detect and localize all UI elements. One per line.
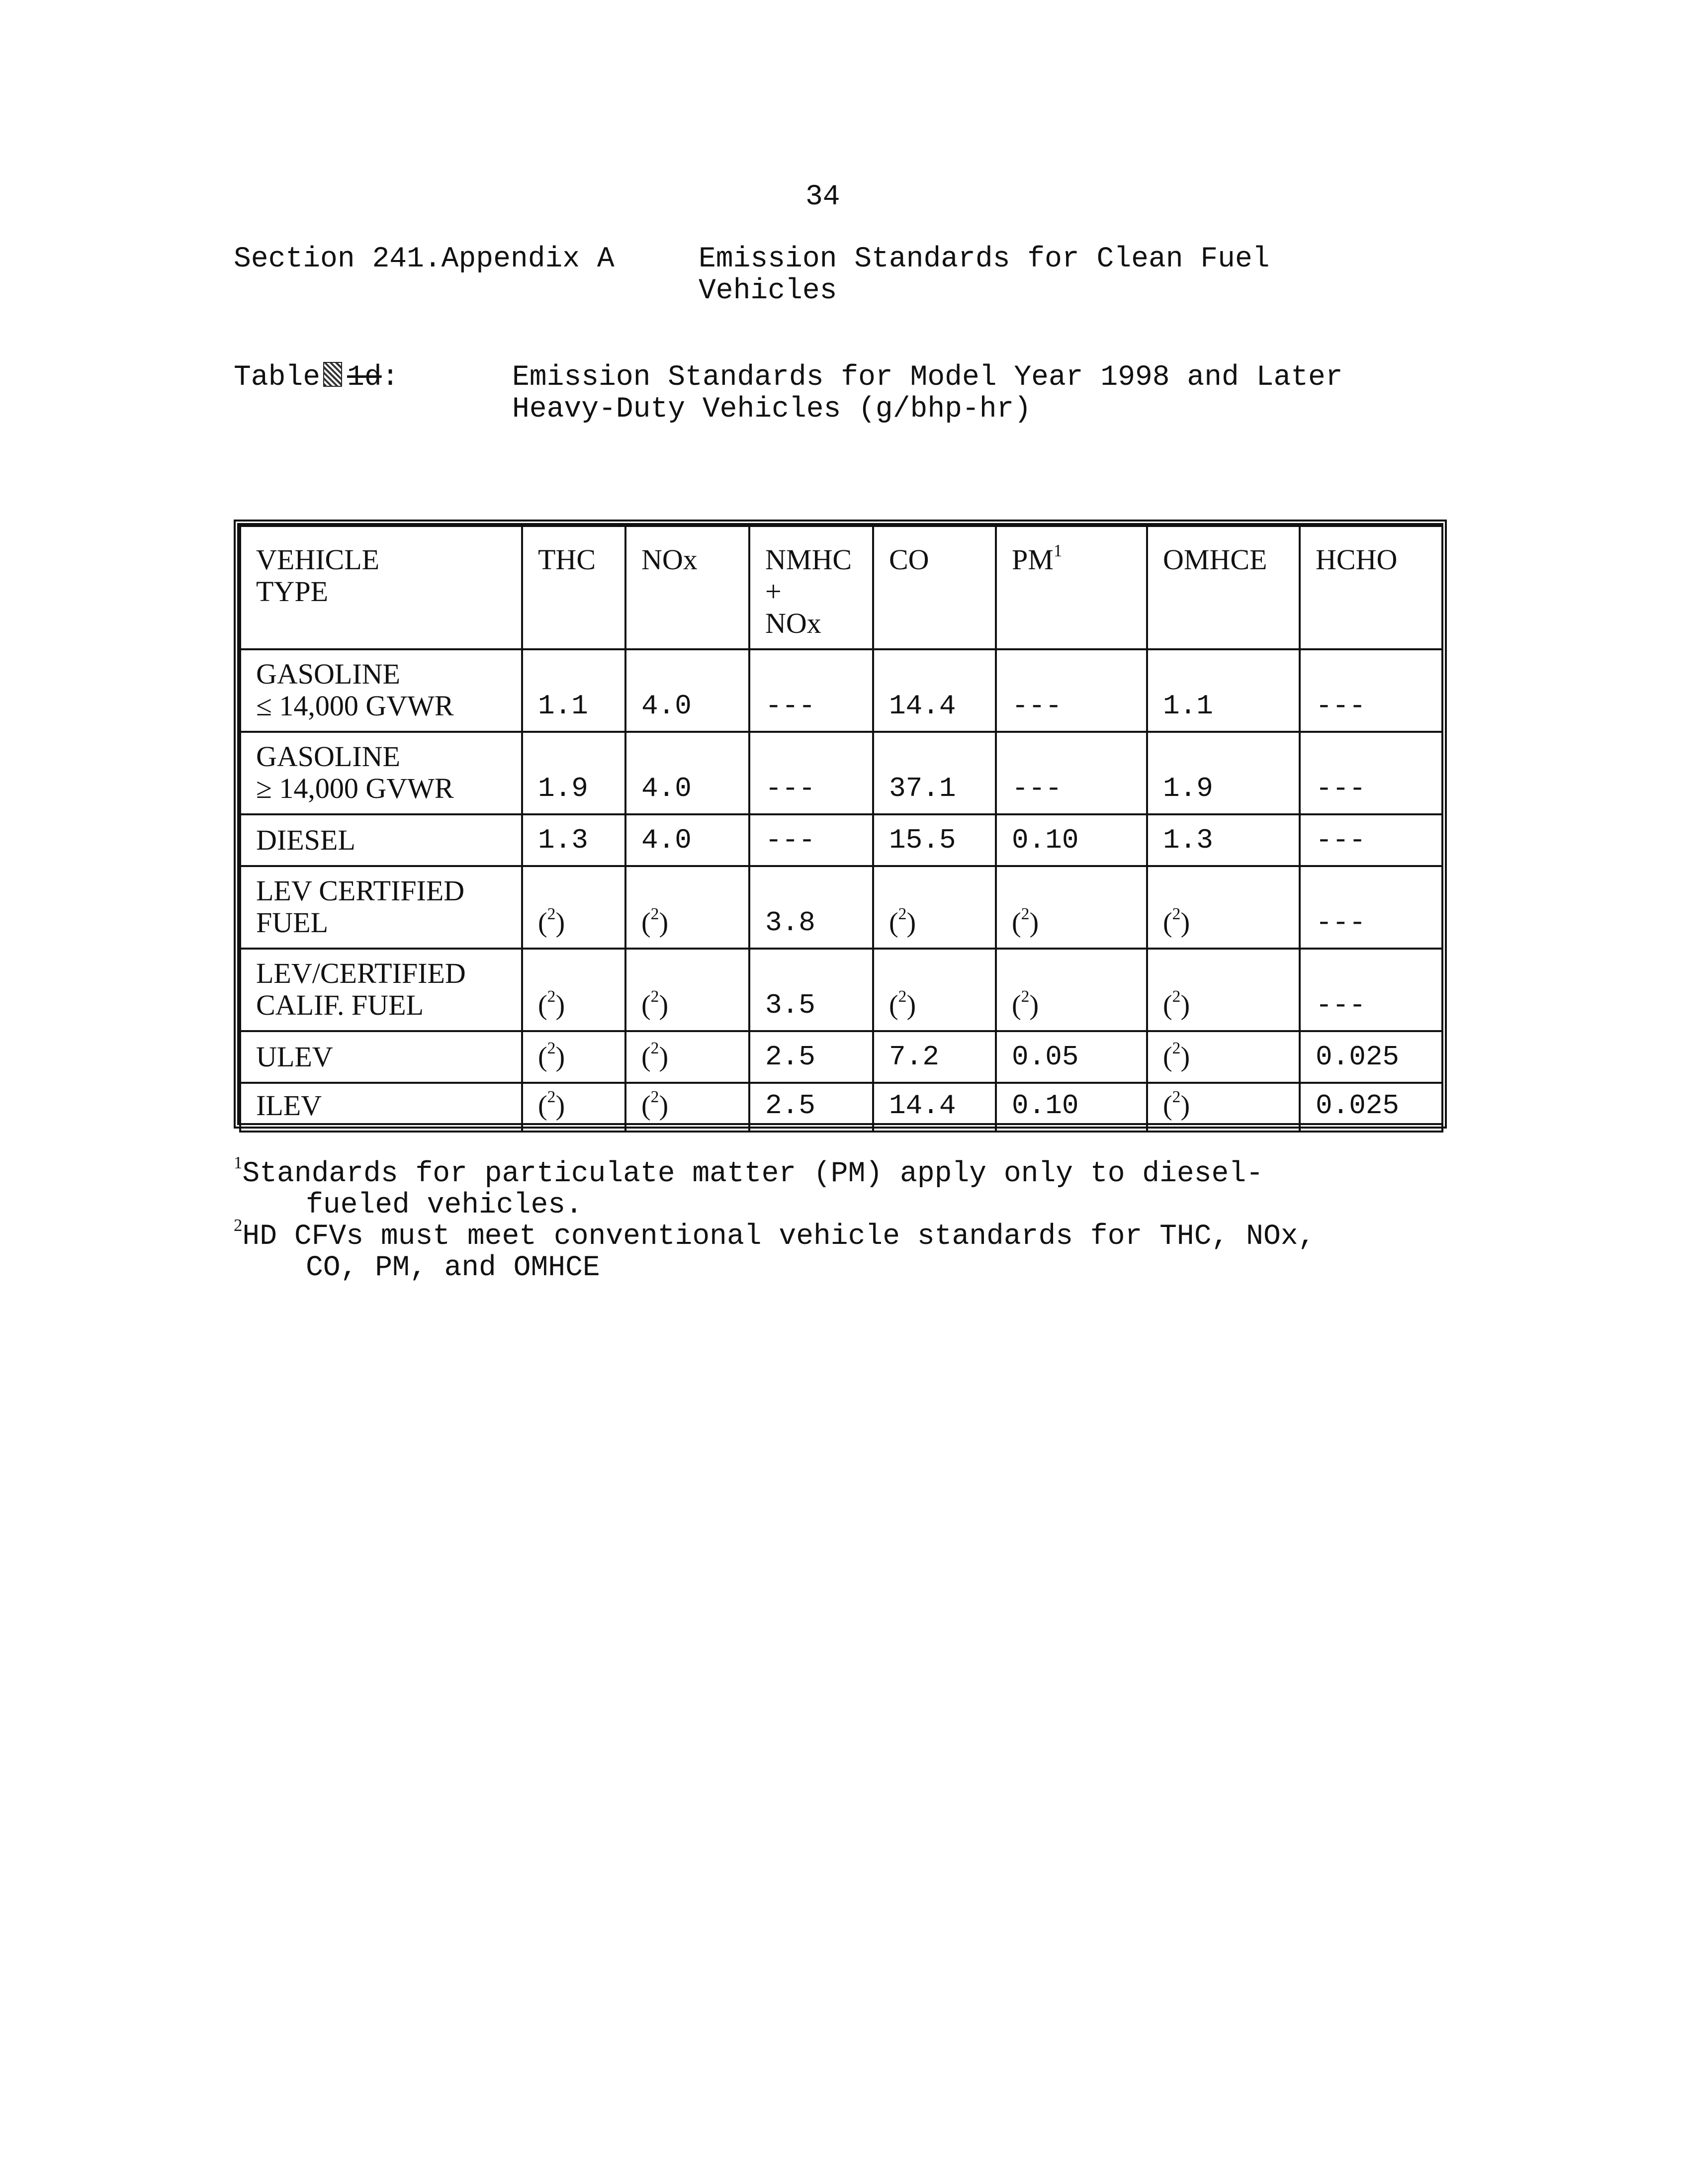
note-ref-close: ) (1180, 1042, 1190, 1072)
thc-cell (522, 1031, 625, 1083)
thc-cell: 1.1 (522, 649, 625, 732)
note-ref-number: 2 (547, 1039, 556, 1057)
hcho-cell: --- (1300, 949, 1442, 1031)
omhce-cell (1147, 949, 1300, 1031)
note-ref-close: ) (906, 907, 916, 938)
footnote-1-line-1: Standards for particulate matter (PM) apply only to diesel- (242, 1158, 1263, 1190)
footnote-2-line-2: CO, PM, and OMHCE (306, 1252, 600, 1284)
pm-cell: --- (996, 649, 1147, 732)
note-ref-open: ( (1163, 907, 1172, 938)
table-title-line-2: Heavy-Duty Vehicles (g/bhp-hr) (512, 393, 1032, 426)
nox-cell: 4.0 (625, 814, 749, 866)
note-ref-open: ( (1163, 1042, 1172, 1072)
note-ref-close: ) (555, 990, 565, 1021)
pm-cell: 0.10 (996, 1083, 1147, 1132)
emission-table-grid (239, 525, 1443, 1133)
section-title (699, 244, 1270, 307)
note-ref-close: ) (659, 1042, 669, 1072)
nox-cell (625, 1083, 749, 1132)
redline-mark-icon (323, 362, 342, 387)
table-label-colon: : (381, 361, 399, 394)
table-row (240, 649, 1442, 732)
nmhc-nox-cell: 2.5 (749, 1031, 873, 1083)
section-title-line-1: Emission Standards for Clean Fuel (699, 243, 1270, 275)
table-label (234, 362, 399, 394)
note-ref-number: 2 (1021, 987, 1030, 1006)
nmhc-nox-cell: --- (749, 814, 873, 866)
note-ref-close: ) (1180, 907, 1190, 938)
note-ref-close: ) (1029, 907, 1039, 938)
note-ref-open: ( (538, 1042, 547, 1072)
note-ref-open: ( (641, 1042, 651, 1072)
hcho-cell: 0.025 (1300, 1031, 1442, 1083)
note-ref-number: 2 (1172, 987, 1181, 1006)
note-ref-number: 2 (650, 1087, 659, 1106)
note-ref-number: 2 (547, 987, 556, 1006)
table-label-prefix: Table (234, 361, 321, 394)
co-cell (873, 949, 996, 1031)
hcho-cell: --- (1300, 814, 1442, 866)
note-ref-close: ) (659, 907, 669, 938)
nmhc-nox-cell: --- (749, 732, 873, 814)
note-ref-close: ) (555, 1090, 565, 1121)
footnote-2-marker: 2 (234, 1215, 243, 1235)
table-header-row (240, 526, 1442, 649)
hcho-cell: 0.025 (1300, 1083, 1442, 1132)
table-row (240, 1031, 1442, 1083)
header-hcho: HCHO (1300, 526, 1442, 649)
thc-cell (522, 949, 625, 1031)
footnote-1-marker: 1 (234, 1152, 243, 1172)
co-cell (873, 866, 996, 949)
co-cell: 37.1 (873, 732, 996, 814)
omhce-cell: 1.1 (1147, 649, 1300, 732)
footnote-2 (234, 1215, 1316, 1253)
pm-cell (996, 866, 1147, 949)
note-ref-number: 2 (1172, 904, 1181, 923)
table-row (240, 732, 1442, 814)
table-label-struck-text: 1d (347, 361, 382, 394)
thc-cell: 1.9 (522, 732, 625, 814)
thc-cell (522, 1083, 625, 1132)
note-ref-close: ) (1180, 1090, 1190, 1121)
co-cell: 14.4 (873, 649, 996, 732)
table-row (240, 814, 1442, 866)
note-ref-open: ( (538, 907, 547, 938)
footnote-1 (234, 1152, 1263, 1190)
nox-cell (625, 866, 749, 949)
nmhc-nox-cell: 3.5 (749, 949, 873, 1031)
note-ref-close: ) (659, 990, 669, 1021)
note-ref-open: ( (641, 907, 651, 938)
omhce-cell (1147, 1083, 1300, 1132)
nmhc-nox-cell: 2.5 (749, 1083, 873, 1132)
omhce-cell: 1.9 (1147, 732, 1300, 814)
note-ref-number: 2 (898, 987, 907, 1006)
note-ref-close: ) (555, 907, 565, 938)
vehicle-type-cell: ULEV (240, 1031, 522, 1083)
note-ref-number: 2 (1172, 1039, 1181, 1057)
header-omhce: OMHCE (1147, 526, 1300, 649)
nmhc-nox-cell: --- (749, 649, 873, 732)
page-number: 34 (805, 181, 840, 213)
co-cell: 7.2 (873, 1031, 996, 1083)
note-ref-number: 2 (547, 1087, 556, 1106)
hcho-cell: --- (1300, 732, 1442, 814)
section-title-line-2: Vehicles (699, 275, 837, 307)
header-nmhc-nox: NMHC + NOx (749, 526, 873, 649)
hcho-cell: --- (1300, 649, 1442, 732)
table-title (512, 362, 1343, 426)
note-ref-open: ( (889, 907, 898, 938)
table-row (240, 1083, 1442, 1132)
note-ref-number: 2 (1172, 1087, 1181, 1106)
note-ref-close: ) (1029, 990, 1039, 1021)
note-ref-open: ( (1012, 907, 1021, 938)
section-label: Section 241.Appendix A (234, 243, 615, 275)
note-ref-close: ) (555, 1042, 565, 1072)
vehicle-type-cell: LEV/CERTIFIED CALIF. FUEL (240, 949, 522, 1031)
vehicle-type-cell: GASOLINE ≤ 14,000 GVWR (240, 649, 522, 732)
thc-cell (522, 866, 625, 949)
vehicle-type-cell: LEV CERTIFIED FUEL (240, 866, 522, 949)
note-ref-number: 2 (650, 1039, 659, 1057)
header-co: CO (873, 526, 996, 649)
header-pm (996, 526, 1147, 649)
note-ref-number: 2 (547, 904, 556, 923)
omhce-cell: 1.3 (1147, 814, 1300, 866)
nox-cell: 4.0 (625, 649, 749, 732)
omhce-cell (1147, 1031, 1300, 1083)
note-ref-open: ( (1012, 990, 1021, 1021)
co-cell: 14.4 (873, 1083, 996, 1132)
nox-cell (625, 949, 749, 1031)
hcho-cell: --- (1300, 866, 1442, 949)
table-title-line-1: Emission Standards for Model Year 1998 and Later (512, 361, 1343, 394)
note-ref-number: 2 (898, 904, 907, 923)
note-ref-number: 2 (650, 987, 659, 1006)
nox-cell: 4.0 (625, 732, 749, 814)
header-nox: NOx (625, 526, 749, 649)
vehicle-type-cell: GASOLINE ≥ 14,000 GVWR (240, 732, 522, 814)
co-cell: 15.5 (873, 814, 996, 866)
note-ref-open: ( (538, 990, 547, 1021)
note-ref-open: ( (889, 990, 898, 1021)
pm-cell: 0.10 (996, 814, 1147, 866)
table-row (240, 866, 1442, 949)
note-ref-close: ) (659, 1090, 669, 1121)
note-ref-close: ) (906, 990, 916, 1021)
note-ref-number: 2 (650, 904, 659, 923)
emission-standards-table (234, 520, 1447, 1129)
note-ref-open: ( (1163, 1090, 1172, 1121)
note-ref-number: 2 (1021, 904, 1030, 923)
table-row (240, 949, 1442, 1031)
pm-cell: 0.05 (996, 1031, 1147, 1083)
nox-cell (625, 1031, 749, 1083)
note-ref-open: ( (1163, 990, 1172, 1021)
header-vehicle-type: VEHICLE TYPE (240, 526, 522, 649)
pm-cell: --- (996, 732, 1147, 814)
vehicle-type-cell: ILEV (240, 1083, 522, 1132)
footnote-2-line-1: HD CFVs must meet conventional vehicle standards for THC, NOx, (242, 1221, 1316, 1253)
header-thc: THC (522, 526, 625, 649)
note-ref-open: ( (538, 1090, 547, 1121)
header-pm-label: PM (1012, 543, 1054, 576)
header-pm-footnote-ref: 1 (1053, 540, 1063, 560)
note-ref-open: ( (641, 1090, 651, 1121)
omhce-cell (1147, 866, 1300, 949)
vehicle-type-cell: DIESEL (240, 814, 522, 866)
thc-cell: 1.3 (522, 814, 625, 866)
note-ref-close: ) (1180, 990, 1190, 1021)
note-ref-open: ( (641, 990, 651, 1021)
footnote-1-line-2: fueled vehicles. (306, 1189, 583, 1222)
nmhc-nox-cell: 3.8 (749, 866, 873, 949)
pm-cell (996, 949, 1147, 1031)
